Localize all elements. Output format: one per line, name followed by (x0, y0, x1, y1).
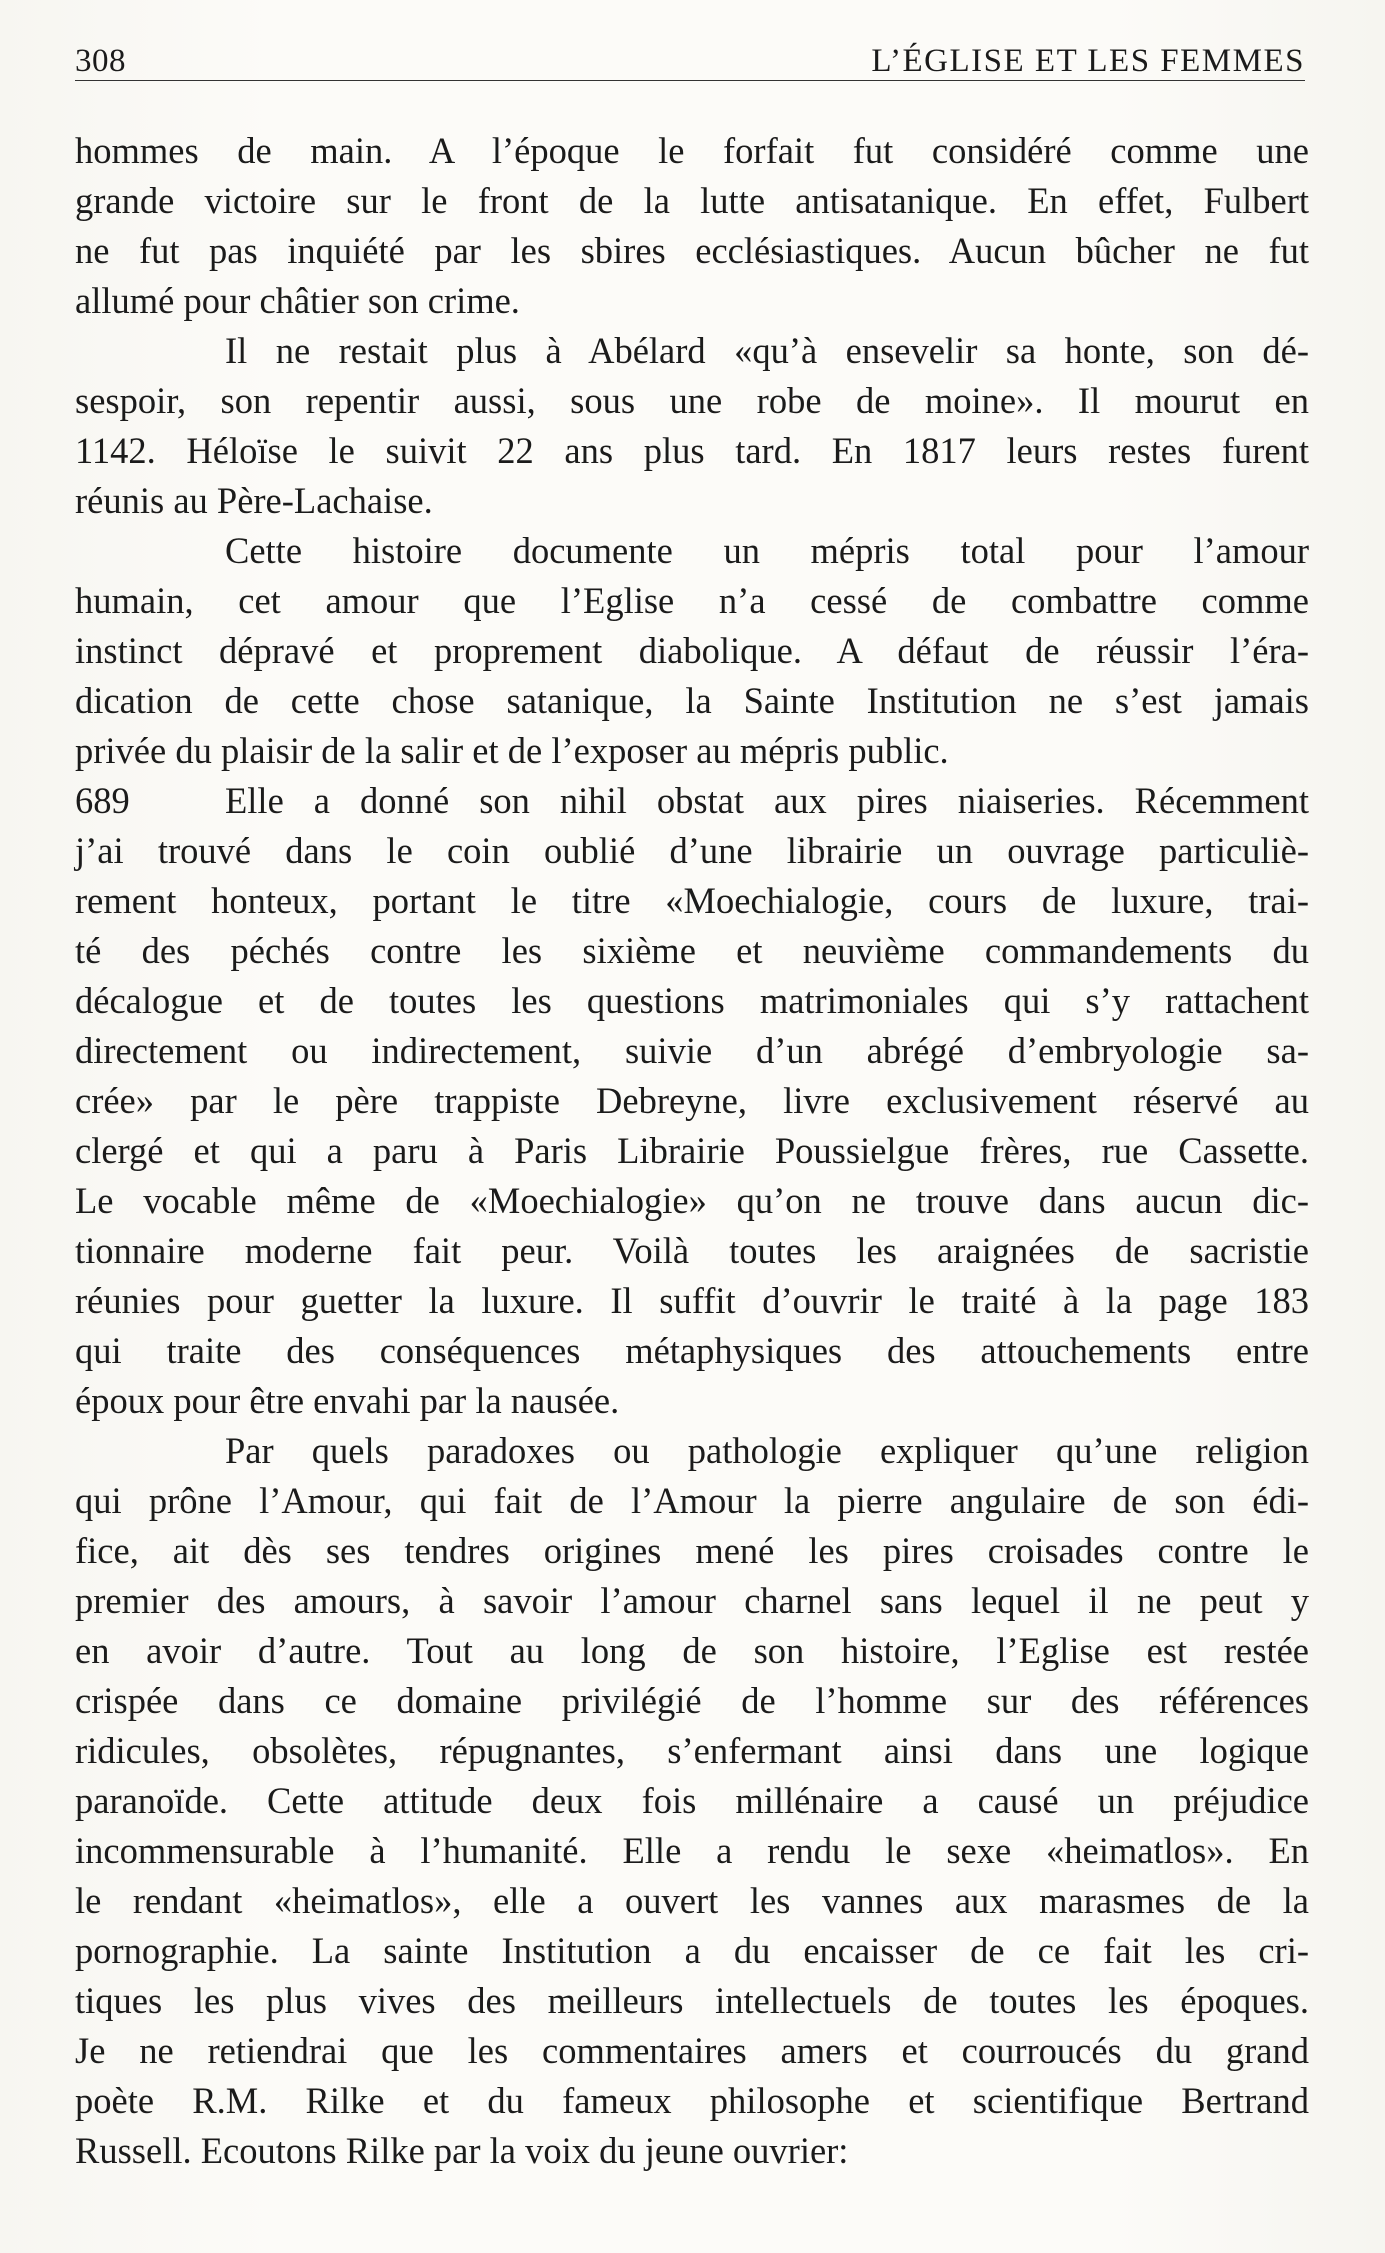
text-line: tiques les plus vives des meilleurs intellectuels de toutes les époques. (75, 1980, 1309, 2021)
text-line: té des péchés contre les sixième et neuvième commandements du (75, 930, 1309, 971)
text-line: tionnaire moderne fait peur. Voilà toutes les araignées de sacristie (75, 1230, 1309, 1271)
running-title: L’ÉGLISE ET LES FEMMES (871, 43, 1305, 79)
text-line: pornographie. La sainte Institution a du encaisser de ce fait les cri- (75, 1930, 1309, 1971)
body-text (75, 126, 1309, 2176)
text-line: Je ne retiendrai que les commentaires amers et courroucés du grand (75, 2030, 1309, 2071)
text-line: Elle a donné son nihil obstat aux pires niaiseries. Récemment (225, 780, 1309, 821)
text-line: directement ou indirectement, suivie d’un abrégé d’embryologie sa- (75, 1030, 1309, 1071)
text-line: Il ne restait plus à Abélard «qu’à ensevelir sa honte, son dé- (225, 330, 1309, 371)
text-line: 1142. Héloïse le suivit 22 ans plus tard. En 1817 leurs restes furent (75, 430, 1309, 471)
text-line: hommes de main. A l’époque le forfait fut considéré comme une (75, 130, 1309, 171)
text-line: poète R.M. Rilke et du fameux philosophe et scientifique Bertrand (75, 2080, 1309, 2121)
text-line: humain, cet amour que l’Eglise n’a cessé de combattre comme (75, 580, 1309, 621)
text-line: qui prône l’Amour, qui fait de l’Amour la pierre angulaire de son édi- (75, 1480, 1309, 1521)
running-head (75, 38, 1305, 81)
text-line: privée du plaisir de la salir et de l’exposer au mépris public. (75, 730, 949, 771)
text-line: crée» par le père trappiste Debreyne, livre exclusivement réservé au (75, 1080, 1309, 1121)
text-line: en avoir d’autre. Tout au long de son histoire, l’Eglise est restée (75, 1630, 1309, 1671)
text-line: Le vocable même de «Moechialogie» qu’on ne trouve dans aucun dic- (75, 1180, 1309, 1221)
text-line: époux pour être envahi par la nausée. (75, 1380, 620, 1421)
text-line: réunies pour guetter la luxure. Il suffit d’ouvrir le traité à la page 183 (75, 1280, 1309, 1321)
text-line: j’ai trouvé dans le coin oublié d’une librairie un ouvrage particuliè- (75, 830, 1309, 871)
text-line: crispée dans ce domaine privilégié de l’homme sur des références (75, 1680, 1309, 1721)
text-line: ridicules, obsolètes, répugnantes, s’enfermant ainsi dans une logique (75, 1730, 1309, 1771)
text-line: ne fut pas inquiété par les sbires ecclésiastiques. Aucun bûcher ne fut (75, 230, 1309, 271)
text-line: clergé et qui a paru à Paris Librairie Poussielgue frères, rue Cassette. (75, 1130, 1309, 1171)
text-line: incommensurable à l’humanité. Elle a rendu le sexe «heimatlos». En (75, 1830, 1309, 1871)
text-line: instinct dépravé et proprement diabolique. A défaut de réussir l’éra- (75, 630, 1309, 671)
text-line: dication de cette chose satanique, la Sainte Institution ne s’est jamais (75, 680, 1309, 721)
text-line: premier des amours, à savoir l’amour charnel sans lequel il ne peut y (75, 1580, 1309, 1621)
text-line: allumé pour châtier son crime. (75, 280, 520, 321)
text-line: fice, ait dès ses tendres origines mené les pires croisades contre le (75, 1530, 1309, 1571)
text-line: paranoïde. Cette attitude deux fois millénaire a causé un préjudice (75, 1780, 1309, 1821)
text-line: grande victoire sur le front de la lutte antisatanique. En effet, Fulbert (75, 180, 1309, 221)
text-line: Russell. Ecoutons Rilke par la voix du jeune ouvrier: (75, 2130, 849, 2171)
page-number: 308 (75, 43, 126, 79)
text-line: Cette histoire documente un mépris total pour l’amour (225, 530, 1309, 571)
text-line: réunis au Père-Lachaise. (75, 480, 433, 521)
section-number: 689 (75, 780, 130, 821)
text-line: rement honteux, portant le titre «Moechialogie, cours de luxure, trai- (75, 880, 1309, 921)
text-line: décalogue et de toutes les questions matrimoniales qui s’y rattachent (75, 980, 1309, 1021)
numbered-paragraph-line (75, 776, 1309, 826)
text-line: le rendant «heimatlos», elle a ouvert les vannes aux marasmes de la (75, 1880, 1309, 1921)
text-line: sespoir, son repentir aussi, sous une robe de moine». Il mourut en (75, 380, 1309, 421)
text-line: Par quels paradoxes ou pathologie expliquer qu’une religion (225, 1430, 1309, 1471)
text-line: qui traite des conséquences métaphysiques des attouchements entre (75, 1330, 1309, 1371)
